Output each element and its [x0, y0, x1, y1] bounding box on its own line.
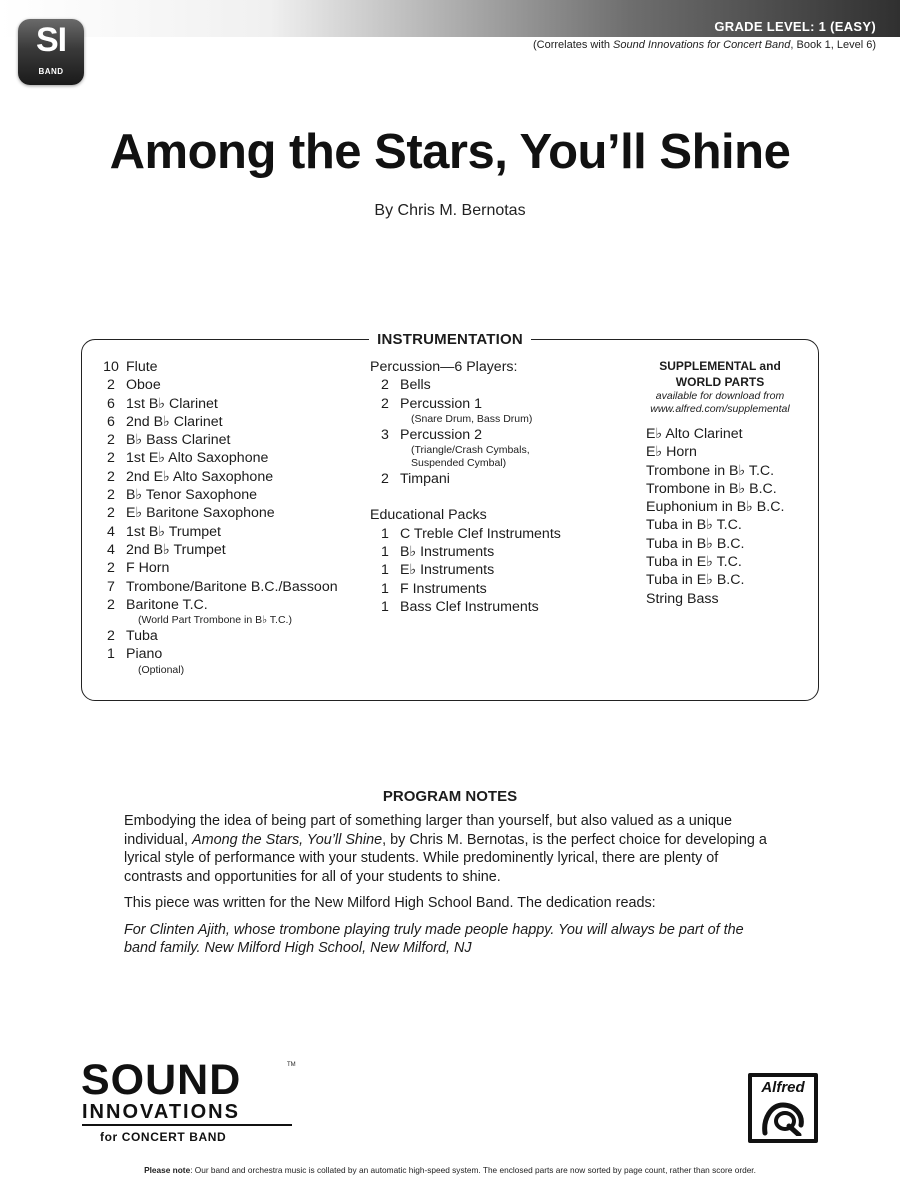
supplemental-item: E♭ Horn — [646, 444, 697, 461]
instrument-row: 1 Bass Clef Instruments — [381, 598, 539, 615]
educational-packs-heading: Educational Packs — [370, 507, 487, 524]
supplemental-note: available for download from — [655, 390, 785, 402]
trademark-mark: TM — [287, 1062, 296, 1068]
supplemental-item: Tuba in E♭ B.C. — [646, 572, 745, 589]
supplemental-item: Tuba in B♭ T.C. — [646, 517, 742, 534]
instrument-row: 2 Timpani — [381, 471, 450, 488]
instrument-row: 1 Piano — [107, 646, 163, 663]
supplemental-item: Trombone in B♭ T.C. — [646, 462, 775, 479]
instrument-list-percussion — [370, 358, 561, 616]
instrument-row: 10 Flute — [103, 359, 158, 375]
sound-logo-word: SOUND — [81, 1056, 242, 1104]
instrument-row: 6 1st B♭ Clarinet — [107, 395, 218, 412]
instrument-note: (Optional) — [138, 663, 185, 676]
instrument-row: 2 Baritone T.C. — [107, 596, 208, 613]
instrument-row: 1 B♭ Instruments — [381, 544, 495, 561]
program-notes-paragraph: This piece was written for the New Milford High School Band. The dedication reads: — [124, 895, 656, 911]
instrument-list-main — [96, 358, 338, 677]
logo-rule — [82, 1124, 292, 1126]
instrument-note: (Snare Drum, Bass Drum) — [411, 412, 533, 425]
instrument-row: 2 F Horn — [107, 560, 170, 577]
supplemental-item: Trombone in B♭ B.C. — [646, 480, 777, 497]
program-notes-heading: PROGRAM NOTES — [382, 788, 518, 805]
instrument-row: 2 B♭ Bass Clarinet — [107, 432, 231, 449]
instrument-row: 2 Tuba — [107, 628, 158, 645]
supplemental-item: String Bass — [646, 590, 719, 607]
instrument-row: 2 E♭ Baritone Saxophone — [107, 505, 275, 522]
alfred-emblem-icon — [761, 1099, 805, 1136]
instrument-row: 2 1st E♭ Alto Saxophone — [107, 450, 269, 467]
supplemental-item: Euphonium in B♭ B.C. — [646, 499, 785, 516]
instrument-row: 2 B♭ Tenor Saxophone — [107, 487, 258, 504]
instrument-row: 1 C Treble Clef Instruments — [381, 525, 561, 542]
page-title: Among the Stars, You’ll Shine — [109, 125, 791, 179]
instrument-note: (Triangle/Crash Cymbals, — [411, 444, 530, 457]
instrument-row: 2 2nd E♭ Alto Saxophone — [107, 468, 274, 485]
supplemental-item: Tuba in B♭ B.C. — [646, 535, 745, 552]
si-logo-band: BAND — [38, 67, 64, 76]
instrument-note: (World Part Trombone in B♭ T.C.) — [138, 614, 292, 627]
dedication: For Clinten Ajith, whose trombone playing truly made people happy. You will always be part of the band family. New Milford High School, New Milford, NJ — [124, 921, 744, 956]
instrument-row: 3 Percussion 2 — [381, 426, 483, 443]
instrument-row: 2 Percussion 1 — [381, 395, 483, 412]
concert-band-logo-word: for CONCERT BAND — [100, 1130, 227, 1144]
si-logo-letters: SI — [35, 21, 67, 59]
supplemental-item: Tuba in E♭ T.C. — [646, 554, 742, 571]
composer-byline: By Chris M. Bernotas — [374, 202, 526, 219]
program-notes-paragraph: Embodying the idea of being part of something larger than yourself, but also valued as a unique individual, Among the Stars, You’ll Shine, by Chris M. Bernotas, is the perfect choice for developing a lyrical style of performance with your students. While predominently lyrical, there are plenty of contrasts and opportunities for all of your students to shine. — [124, 813, 767, 885]
alfred-logo-word: Alfred — [761, 1079, 805, 1096]
instrumentation-heading: INSTRUMENTATION — [0, 331, 900, 349]
instrument-row: 7 Trombone/Baritone B.C./Bassoon — [107, 578, 338, 595]
supplemental-url: www.alfred.com/supplemental — [650, 403, 790, 415]
alfred-logo — [748, 1073, 818, 1143]
footer-note: Please note: Our band and orchestra music is collated by an automatic high-speed system. The enclosed parts are now sorted by page count, rather than score order. — [144, 1165, 756, 1175]
instrument-row: 4 2nd B♭ Trumpet — [107, 541, 226, 558]
instrument-row: 2 Bells — [381, 377, 431, 394]
instrument-row: 4 1st B♭ Trumpet — [107, 523, 222, 540]
supplemental-heading: SUPPLEMENTAL and — [659, 359, 781, 373]
instrument-row: 6 2nd B♭ Clarinet — [107, 413, 223, 430]
supplemental-heading: WORLD PARTS — [675, 375, 765, 389]
instrument-row: 1 F Instruments — [381, 580, 487, 597]
percussion-heading: Percussion—6 Players: — [370, 359, 518, 375]
instrument-row: 2 Oboe — [107, 377, 161, 394]
supplemental-item: E♭ Alto Clarinet — [646, 426, 743, 442]
program-notes-body — [124, 812, 779, 966]
innovations-logo-word: INNOVATIONS — [82, 1101, 240, 1123]
si-band-logo — [18, 19, 84, 85]
correlates-note: (Correlates with Sound Innovations for Concert Band, Book 1, Level 6) — [532, 39, 876, 51]
sound-innovations-logo — [81, 1058, 296, 1148]
instrument-note: Suspended Cymbal) — [411, 457, 507, 470]
grade-level: GRADE LEVEL: 1 (EASY) — [714, 19, 876, 34]
instrument-row: 1 E♭ Instruments — [381, 562, 495, 579]
supplemental-parts-list — [646, 358, 794, 608]
